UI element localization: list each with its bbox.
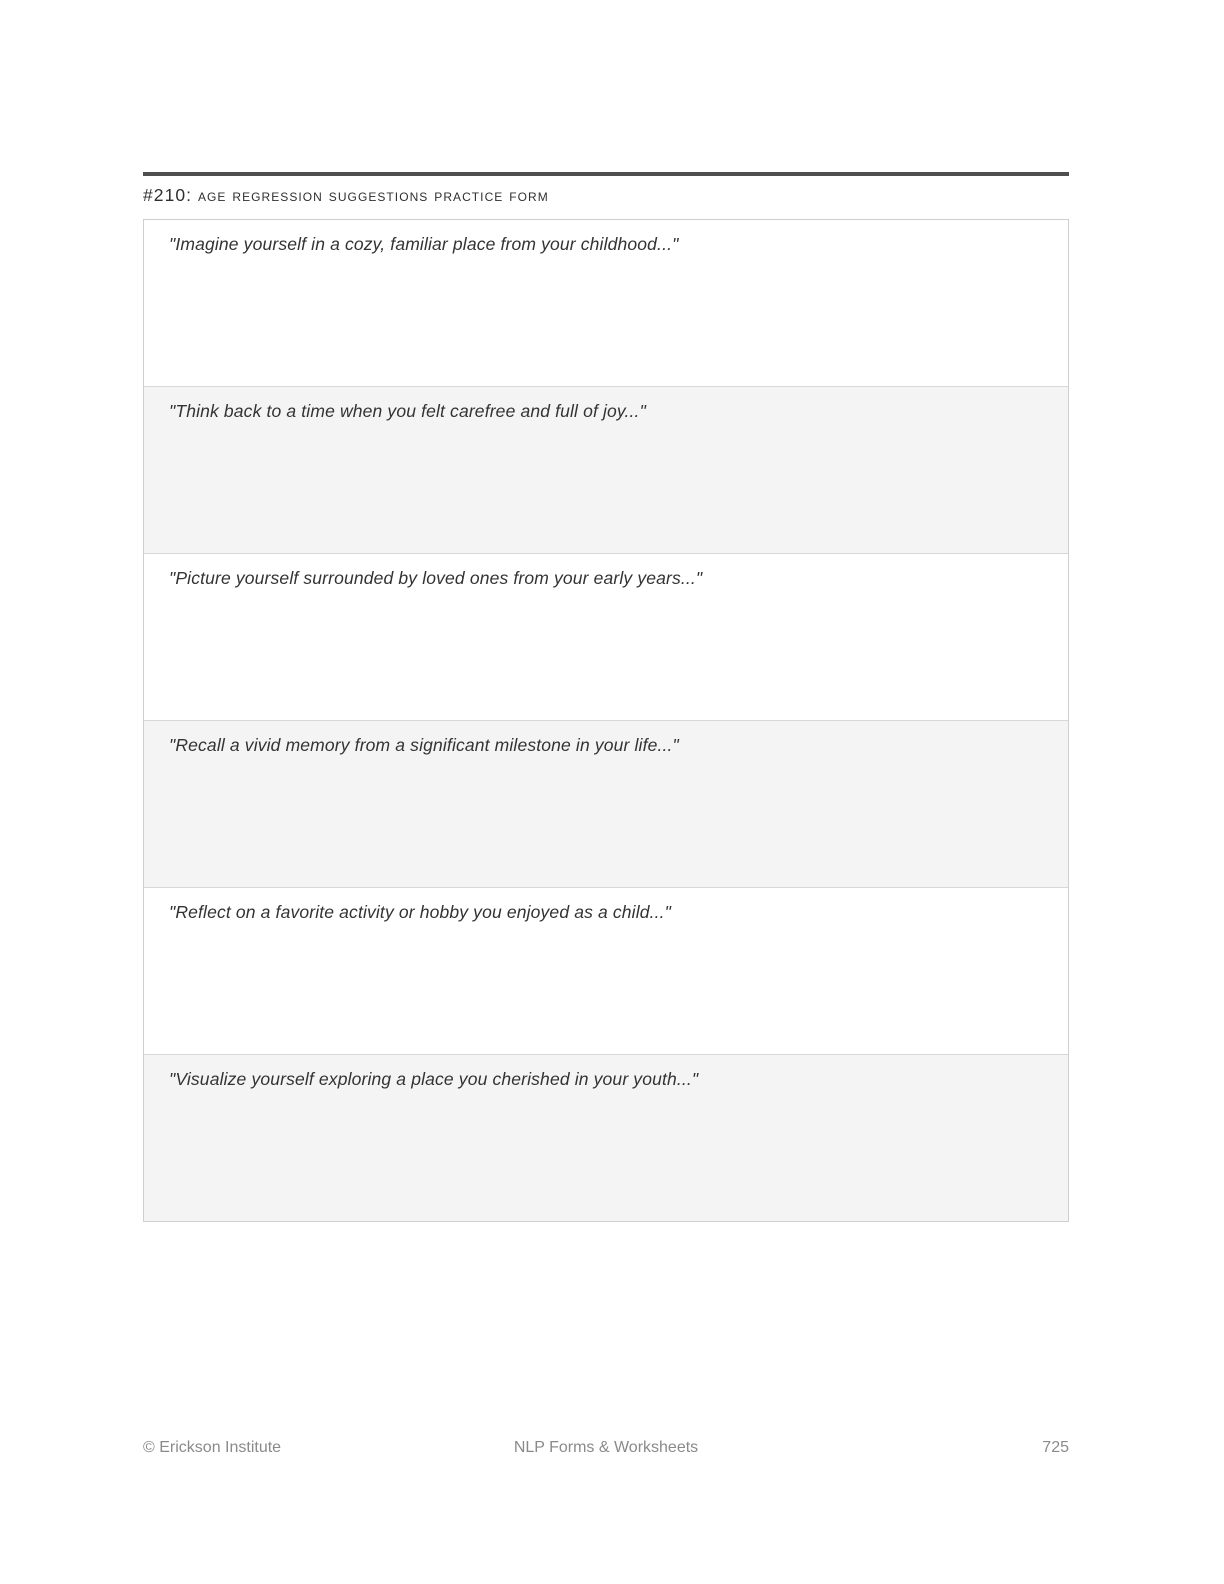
row-prompt-text: "Visualize yourself exploring a place you cherished in your youth..."	[169, 1069, 699, 1089]
table-row[interactable]	[144, 888, 1068, 1055]
table-row[interactable]	[144, 387, 1068, 554]
table-row[interactable]	[144, 220, 1068, 387]
row-prompt-text: "Recall a vivid memory from a significant milestone in your life..."	[169, 735, 679, 755]
footer-page-number: 725	[1042, 1439, 1069, 1456]
table-row[interactable]	[144, 1055, 1068, 1221]
footer-copyright: © Erickson Institute	[143, 1439, 282, 1456]
table-row[interactable]	[144, 554, 1068, 721]
row-prompt-text: "Imagine yourself in a cozy, familiar place from your childhood..."	[169, 234, 679, 254]
row-prompt-text: "Picture yourself surrounded by loved ones from your early years..."	[169, 568, 703, 588]
page-title: #210: age regression suggestions practice form	[143, 185, 549, 205]
header-rule	[143, 172, 1069, 176]
footer-document-title: NLP Forms & Worksheets	[513, 1439, 699, 1456]
row-prompt-text: "Think back to a time when you felt carefree and full of joy..."	[169, 401, 646, 421]
practice-form-table	[143, 219, 1069, 1222]
page-footer	[143, 1436, 1069, 1460]
table-row[interactable]	[144, 721, 1068, 888]
page-header	[143, 172, 1069, 206]
row-prompt-text: "Reflect on a favorite activity or hobby you enjoyed as a child..."	[169, 902, 672, 922]
